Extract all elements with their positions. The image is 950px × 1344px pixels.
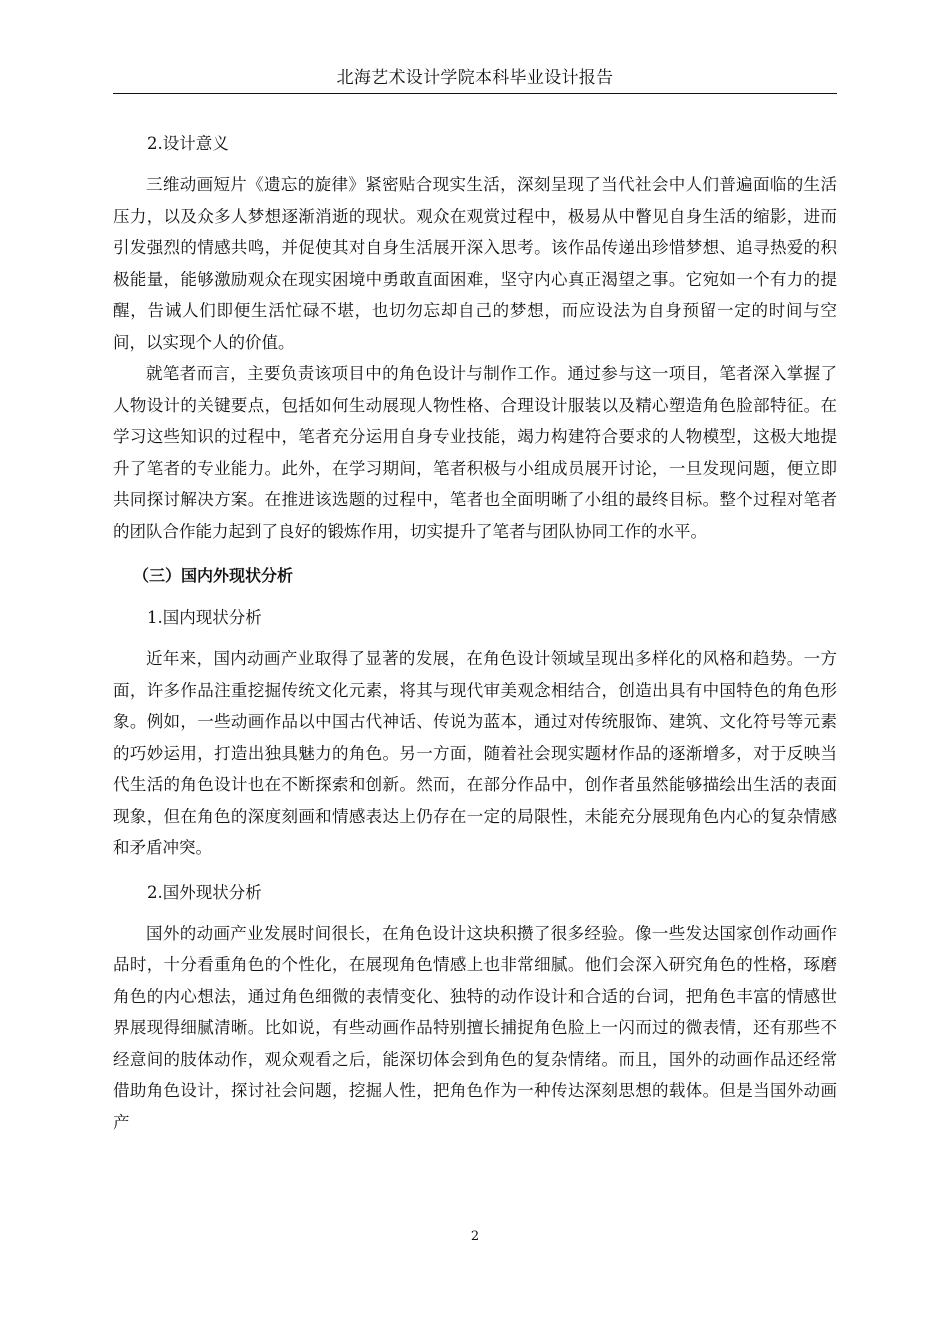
heading-domestic-status: 1.国内现状分析	[147, 608, 262, 627]
header-divider	[113, 93, 837, 94]
paragraph-design-significance-1: 三维动画短片《遗忘的旋律》紧密贴合现实生活，深刻呈现了当代社会中人们普遍面临的生活压力，以及众多人梦想逐渐消逝的现状。观众在观赏过程中，极易从中瞥见自身生活的缩影，进而引发强烈的情感共鸣，并促使其对自身生活展开深入思考。该作品传递出珍惜梦想、追寻热爱的积极能量，能够激励观众在现实困境中勇敢直面困难，坚守内心真正渴望之事。它宛如一个有力的提醒，告诫人们即便生活忙碌不堪，也切勿忘却自己的梦想，而应设法为自身预留一定的时间与空间，以实现个人的价值。	[113, 175, 837, 352]
paragraph-foreign-status: 国外的动画产业发展时间很长，在角色设计这块积攒了很多经验。像一些发达国家创作动画作品时，十分看重角色的个性化，在展现角色情感上也非常细腻。他们会深入研究角色的性格，琢磨角色的内心想法，通过角色细微的表情变化、独特的动作设计和合适的台词，把角色丰富的情感世界展现得细腻清晰。比如说，有些动画作品特别擅长捕捉角色脸上一闪而过的微表情，还有那些不经意间的肢体动作，观众观看之后，能深切体会到角色的复杂情绪。而且，国外的动画作品还经常借助角色设计，探讨社会问题，挖掘人性，把角色作为一种传达深刻思想的载体。但是当国外动画产	[113, 923, 837, 1132]
heading-foreign-status: 2.国外现状分析	[147, 882, 262, 902]
page-header-title: 北海艺术设计学院本科毕业设计报告	[336, 68, 614, 88]
heading-status-analysis: （三）国内外现状分析	[133, 566, 294, 585]
page-body	[113, 127, 837, 1138]
page-number: 2	[470, 1229, 480, 1244]
paragraph-design-significance-2: 就笔者而言，主要负责该项目中的角色设计与制作工作。通过参与这一项目，笔者深入掌握了人物设计的关键要点，包括如何生动展现人物性格、合理设计服装以及精心塑造角色脸部特征。在学习这些知识的过程中，笔者充分运用自身专业技能，竭力构建符合要求的人物模型，这极大地提升了笔者的专业能力。此外，在学习期间，笔者积极与小组成员展开讨论，一旦发现问题，便立即共同探讨解决方案。在推进该选题的过程中，笔者也全面明晰了小组的最终目标。整个过程对笔者的团队合作能力起到了良好的锻炼作用，切实提升了笔者与团队协同工作的水平。	[113, 364, 837, 541]
paragraph-domestic-status: 近年来，国内动画产业取得了显著的发展，在角色设计领域呈现出多样化的风格和趋势。一方面，许多作品注重挖掘传统文化元素，将其与现代审美观念相结合，创造出具有中国特色的角色形象。例如，一些动画作品以中国古代神话、传说为蓝本，通过对传统服饰、建筑、文化符号等元素的巧妙运用，打造出独具魅力的角色。另一方面，随着社会现实题材作品的逐渐增多，对于反映当代生活的角色设计也在不断探索和创新。然而，在部分作品中，创作者虽然能够描绘出生活的表面现象，但在角色的深度刻画和情感表达上仍存在一定的局限性，未能充分展现角色内心的复杂情感和矛盾冲突。	[113, 649, 837, 857]
heading-design-significance: 2.设计意义	[147, 134, 229, 153]
